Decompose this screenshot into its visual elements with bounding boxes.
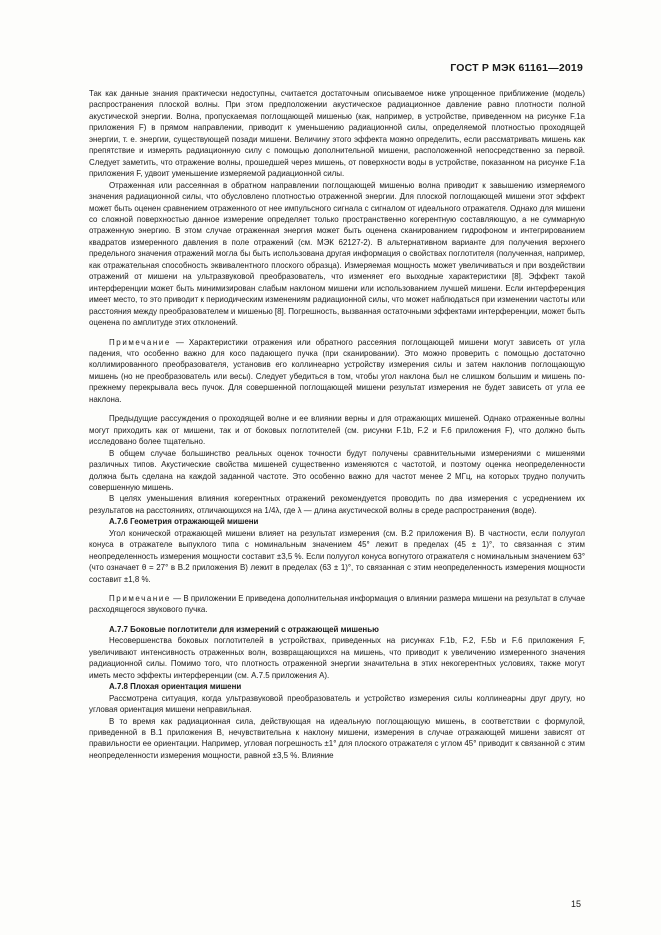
paragraph: Несовершенства боковых поглотителей в устройствах, приведенных на рисунках F.1b, F.2, F.5b и F.6 приложения F, увеличивают интенсивность отраженных волн, возвращающихся на мишень, что приводит к увеличению измеренного значения радиационной силы. Помимо того, что плотность отраженной энергии значительна в этих некогерентных условиях, также могут иметь место эффекты интерференции (см. А.7.5 приложения А).: [89, 636, 585, 680]
document-header: ГОСТ Р МЭК 61161—2019: [450, 62, 583, 74]
paragraph: Отраженная или рассеянная в обратном направлении поглощающей мишенью волна приводит к завышению измеряемого значения радиационной силы, что обусловлено плотностью отраженной энергии. Для плоской поглощающей мишени этот эффект может быть оценен сравнением отраженного от нее импульсного сигнала с сигналом от идеального отражателя. Однако для мишени со сложной поверхностью данное измерение определяет только пространственно когерентную составляющую, а не суммарную отраженную энергию. В этом случае отраженная энергия может быть оценена сканированием гидрофоном и интегрированием квадратов измеренного давления в поле отражений (см. МЭК 62127-2). В альтернативном варианте для получения верхнего предельного значения отражений могла бы быть использована другая информация о свойствах поглотителя (полученная, например, как отражательная способность эквивалентного плоского образца). Измеряемая мощность может увеличиваться и при воздействии отражений от мишени на ультразвуковой преобразователь, что изменяет его выходные характеристики [8]. Эффект такой интерференции может быть минимизирован слабым наклоном мишени или использованием лучшей мишени. Если интерференция имеет место, то это приводит к периодическим изменениям радиационной силы, что может наблюдаться при изменении частоты или расстояния между преобразователем и мишенью [8]. Погрешность, вызванная остаточными эффектами интерференции, может быть оценена по амплитуде этих отклонений.: [89, 180, 585, 328]
section-heading: А.7.6 Геометрия отражающей мишени: [109, 517, 259, 527]
note-label: Примечание: [109, 337, 171, 347]
section-heading: А.7.7 Боковые поглотители для измерений с отражающей мишенью: [109, 624, 379, 634]
note-text: — В приложении Е приведена дополнительная информация о влиянии размера мишени на результат в случае расходящегося звукового пучка.: [89, 594, 585, 615]
document-body: [89, 88, 585, 761]
paragraph: Так как данные знания практически недоступны, считается достаточным описываемое ниже упрощенное приближение (модель) распространения плоской волны. При этом предположении акустическое радиационное давление равно плотности полной акустической энергии. Волна, пропускаемая поглощающей мишенью (как, например, в устройстве, приведенном на рисунке F.1а приложения F) в прямом направлении, приводит к уменьшению радиационной силы, определяемой плотностью проходящей энергии, т. е. энергии, существующей позади мишени. Величину этого эффекта можно определить, если рассматривать мишень как препятствие и измерять радиационную силу с помощью дополнительной мишени, расположенной непосредственно за первой. Следует заметить, что отражение волны, прошедшей через мишень, от поверхности воды в устройстве, показанном на рисунке F.1а приложения F, удвоит уменьшение измеряемой радиационной силы.: [89, 89, 585, 179]
paragraph: В то время как радиационная сила, действующая на идеальную поглощающую мишень, в соответствии с формулой, приведенной в В.1 приложения В, нечувствительна к наклону мишени, измерения в случае отражающей мишени зависят от правильности ее ориентации. Например, угловая погрешность ±1° для плоского отражателя с углом 45° приводит к связанной с этим неопределенности измерения мощности, равной ±3,5 %. Влияние: [89, 716, 585, 760]
note-text: — Характеристики отражения или обратного рассеяния поглощающей мишени могут зависеть от угла падения, что особенно важно для косо падающего пучка (при сканировании). Это можно проверить с помощью достаточно коллимированного преобразователя, установив его коллинеарно устройству измерения силы и затем наклонив поглощающую мишень (но не преобразователь или весы). Следует убедиться в том, чтобы угол наклона был не слишком большим и мишень по-прежнему перекрывала весь пучок. Для совершенной поглощающей мишени результат измерения не будет зависеть от угла ее наклона.: [89, 337, 585, 404]
paragraph: В целях уменьшения влияния когерентных отражений рекомендуется проводить по два измерения с усреднением их результатов на расстояниях, отличающихся на 1/4λ, где λ — длина акустической волны в среде распространения (воде).: [89, 494, 585, 515]
note: [89, 337, 585, 406]
paragraph: Угол конической отражающей мишени влияет на результат измерения (см. В.2 приложения В). В частности, если полуугол конуса в отражателе выпуклого типа с номинальным значением 45° лежит в пределах (45 ± 1)°, то связанная с этим неопределенность измерения мощности составит ±3,5 %. Если полуугол конуса вогнутого отражателя с номинальным значением 63° (что означает θ = 27° в В.2 приложения В) лежит в пределах (63 ± 1)°, то связанная с этим неопределенность измерения мощности составит ±1,8 %.: [89, 528, 585, 584]
note: [89, 593, 585, 616]
paragraph: Предыдущие рассуждения о проходящей волне и ее влиянии верны и для отражающих мишеней. Однако отраженные волны могут приходить как от мишени, так и от боковых поглотителей (см. рисунки F.1b, F.2 и F.6 приложения F), что должно быть исследовано более тщательно.: [89, 414, 585, 447]
page-number: 15: [570, 899, 581, 909]
note-label: Примечание: [109, 594, 171, 604]
section-heading: А.7.8 Плохая ориентация мишени: [109, 682, 242, 692]
paragraph: Рассмотрена ситуация, когда ультразвуковой преобразователь и устройство измерения силы коллинеарны друг другу, но угловая ориентация мишени неправильная.: [89, 693, 585, 715]
paragraph: В общем случае большинство реальных оценок точности будут получены сравнительными измерениями с мишенями различных типов. Акустические свойства мишеней существенно изменяются с частотой, и поэтому оценка неопределенности должна быть сделана на каждой заданной частоте. Это особенно важно для частот менее 2 МГц, на которых трудно получить совершенную мишень.: [89, 448, 585, 492]
